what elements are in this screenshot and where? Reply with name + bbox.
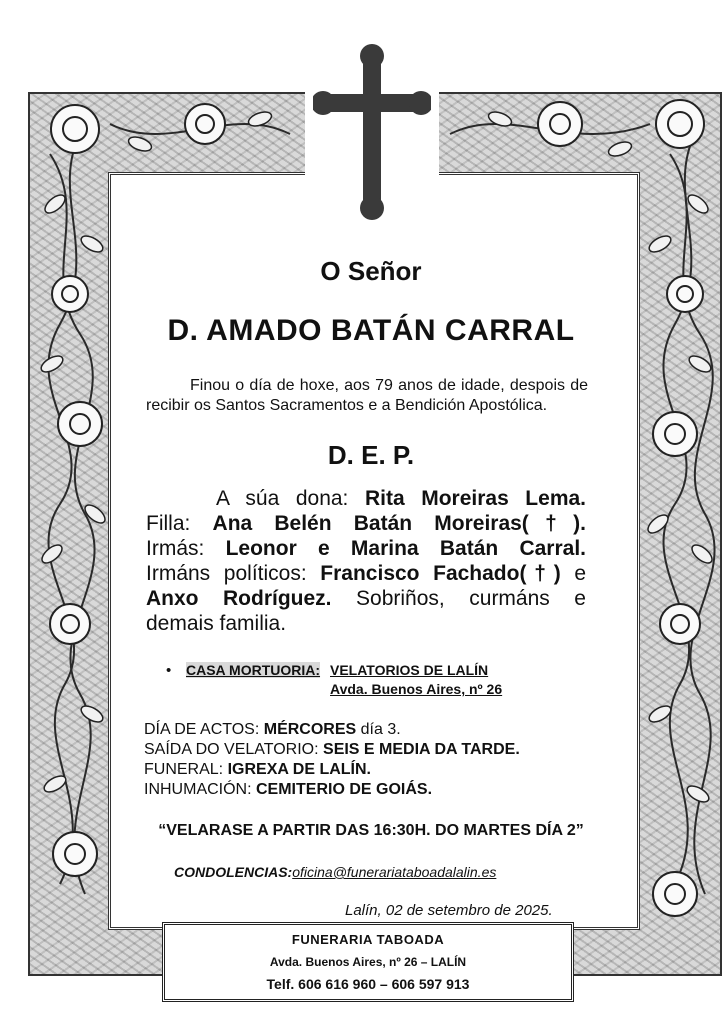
- notice-date: Lalín, 02 de setembro de 2025.: [345, 902, 553, 919]
- condolences: [174, 864, 496, 880]
- bullet-icon: •: [166, 662, 172, 679]
- funeral-home-phone: Telf. 606 616 960 – 606 597 913: [266, 976, 470, 992]
- acts-line: FUNERAL: IGREXA DE LALÍN.: [144, 761, 371, 778]
- acts-list: [144, 720, 520, 800]
- funeral-home-name: FUNERARIA TABOADA: [291, 932, 445, 947]
- casa-mortuoria-value: VELATORIOS DE LALÍN: [330, 662, 489, 678]
- condolences-label: CONDOLENCIAS:: [174, 864, 293, 880]
- family-line: Irmáns políticos: Francisco Fachado(†) e: [146, 562, 586, 585]
- family-line: demais familia.: [146, 612, 287, 635]
- dep-text: D. E. P.: [327, 440, 415, 470]
- acts-line: SAÍDA DO VELATORIO: SEIS E MEDIA DA TARDE.: [144, 741, 520, 758]
- wake-notice: “VELARASE A PARTIR DAS 16:30H. DO MARTES DÍA 2”: [158, 822, 584, 839]
- acts-line: INHUMACIÓN: CEMITERIO DE GOIÁS.: [144, 781, 433, 798]
- cross-icon: [313, 44, 431, 220]
- family-line: Anxo Rodríguez. Sobriños, curmáns e: [146, 587, 586, 610]
- acts-line: DÍA DE ACTOS: MÉRCORES día 3.: [144, 721, 401, 738]
- casa-mortuoria-address: Avda. Buenos Aires, nº 26: [330, 681, 503, 697]
- notice-title: O Señor: [320, 256, 422, 286]
- deceased-name: D. AMADO BATÁN CARRAL: [167, 314, 575, 347]
- funeral-home-address: Avda. Buenos Aires, nº 26 – LALÍN: [269, 955, 467, 969]
- family-list: [146, 486, 586, 636]
- family-line: A súa dona: Rita Moreiras Lema.: [216, 487, 587, 510]
- family-line: Filla: Ana Belén Batán Moreiras(†).: [146, 512, 586, 535]
- casa-mortuoria-label: CASA MORTUORIA:: [186, 662, 321, 678]
- notice-paragraph: Finou o día de hoxe, aos 79 anos de idade, despois de recibir os Santos Sacramentos e a Bendición Apostólica.: [146, 377, 588, 414]
- family-line: Irmás: Leonor e Marina Batán Carral.: [146, 537, 587, 560]
- condolences-email-link[interactable]: oficina@funerariataboadalalin.es: [292, 864, 497, 880]
